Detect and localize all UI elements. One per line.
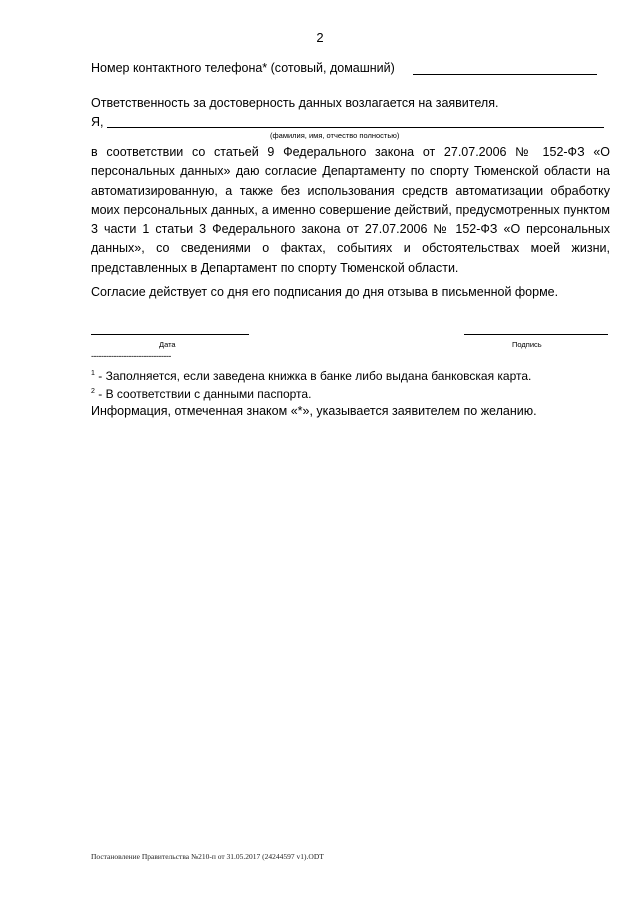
phone-label: Номер контактного телефона* (сотовый, домашний) (91, 61, 395, 75)
footnote-separator: -------------------------------- (91, 351, 171, 361)
document-footer: Постановление Правительства №210-п от 31.05.2017 (24244597 v1).ODT (91, 852, 324, 861)
footnote-1-mark: 1 (91, 370, 95, 377)
footnote-2-text: - В соответствии с данными паспорта. (94, 387, 312, 401)
footnote-2-mark: 2 (91, 388, 95, 395)
applicant-name-caption: (фамилия, имя, отчество полностью) (270, 131, 400, 140)
optional-info-note: Информация, отмеченная знаком «*», указывается заявителем по желанию. (91, 404, 537, 418)
page-number: 2 (316, 30, 324, 45)
applicant-name-line (107, 127, 604, 128)
consent-body (91, 143, 610, 278)
applicant-prefix: Я, (91, 115, 104, 129)
footnote-2 (91, 387, 311, 401)
consent-validity: Согласие действует со дня его подписания до дня отзыва в письменной форме. (91, 285, 559, 299)
date-caption: Дата (159, 340, 176, 349)
signature-caption: Подпись (512, 340, 542, 349)
phone-fill-line (413, 74, 597, 75)
responsibility-statement: Ответственность за достоверность данных возлагается на заявителя. (91, 96, 499, 110)
footnote-1-text: - Заполняется, если заведена книжка в банке либо выдана банковская карта. (94, 369, 532, 383)
date-fill-line (91, 334, 249, 335)
signature-fill-line (464, 334, 608, 335)
consent-paragraph: в соответствии со статьей 9 Федерального закона от 27.07.2006 № 152-ФЗ «О персональных данных» даю согласие Департаменту по спорту Тюменской области на автоматизированную, а также без использования средств автоматизации обработку моих персональных данных, а именно совершение действий, предусмотренных пунктом 3 части 1 статьи 3 Федерального закона от 27.07.2006 № 152-ФЗ «О персональных данных», со сведениями о фактах, событиях и обстоятельствах моей жизни, представленных в Департамент по спорту Тюменской области. (91, 145, 610, 275)
footnote-1 (91, 369, 531, 383)
